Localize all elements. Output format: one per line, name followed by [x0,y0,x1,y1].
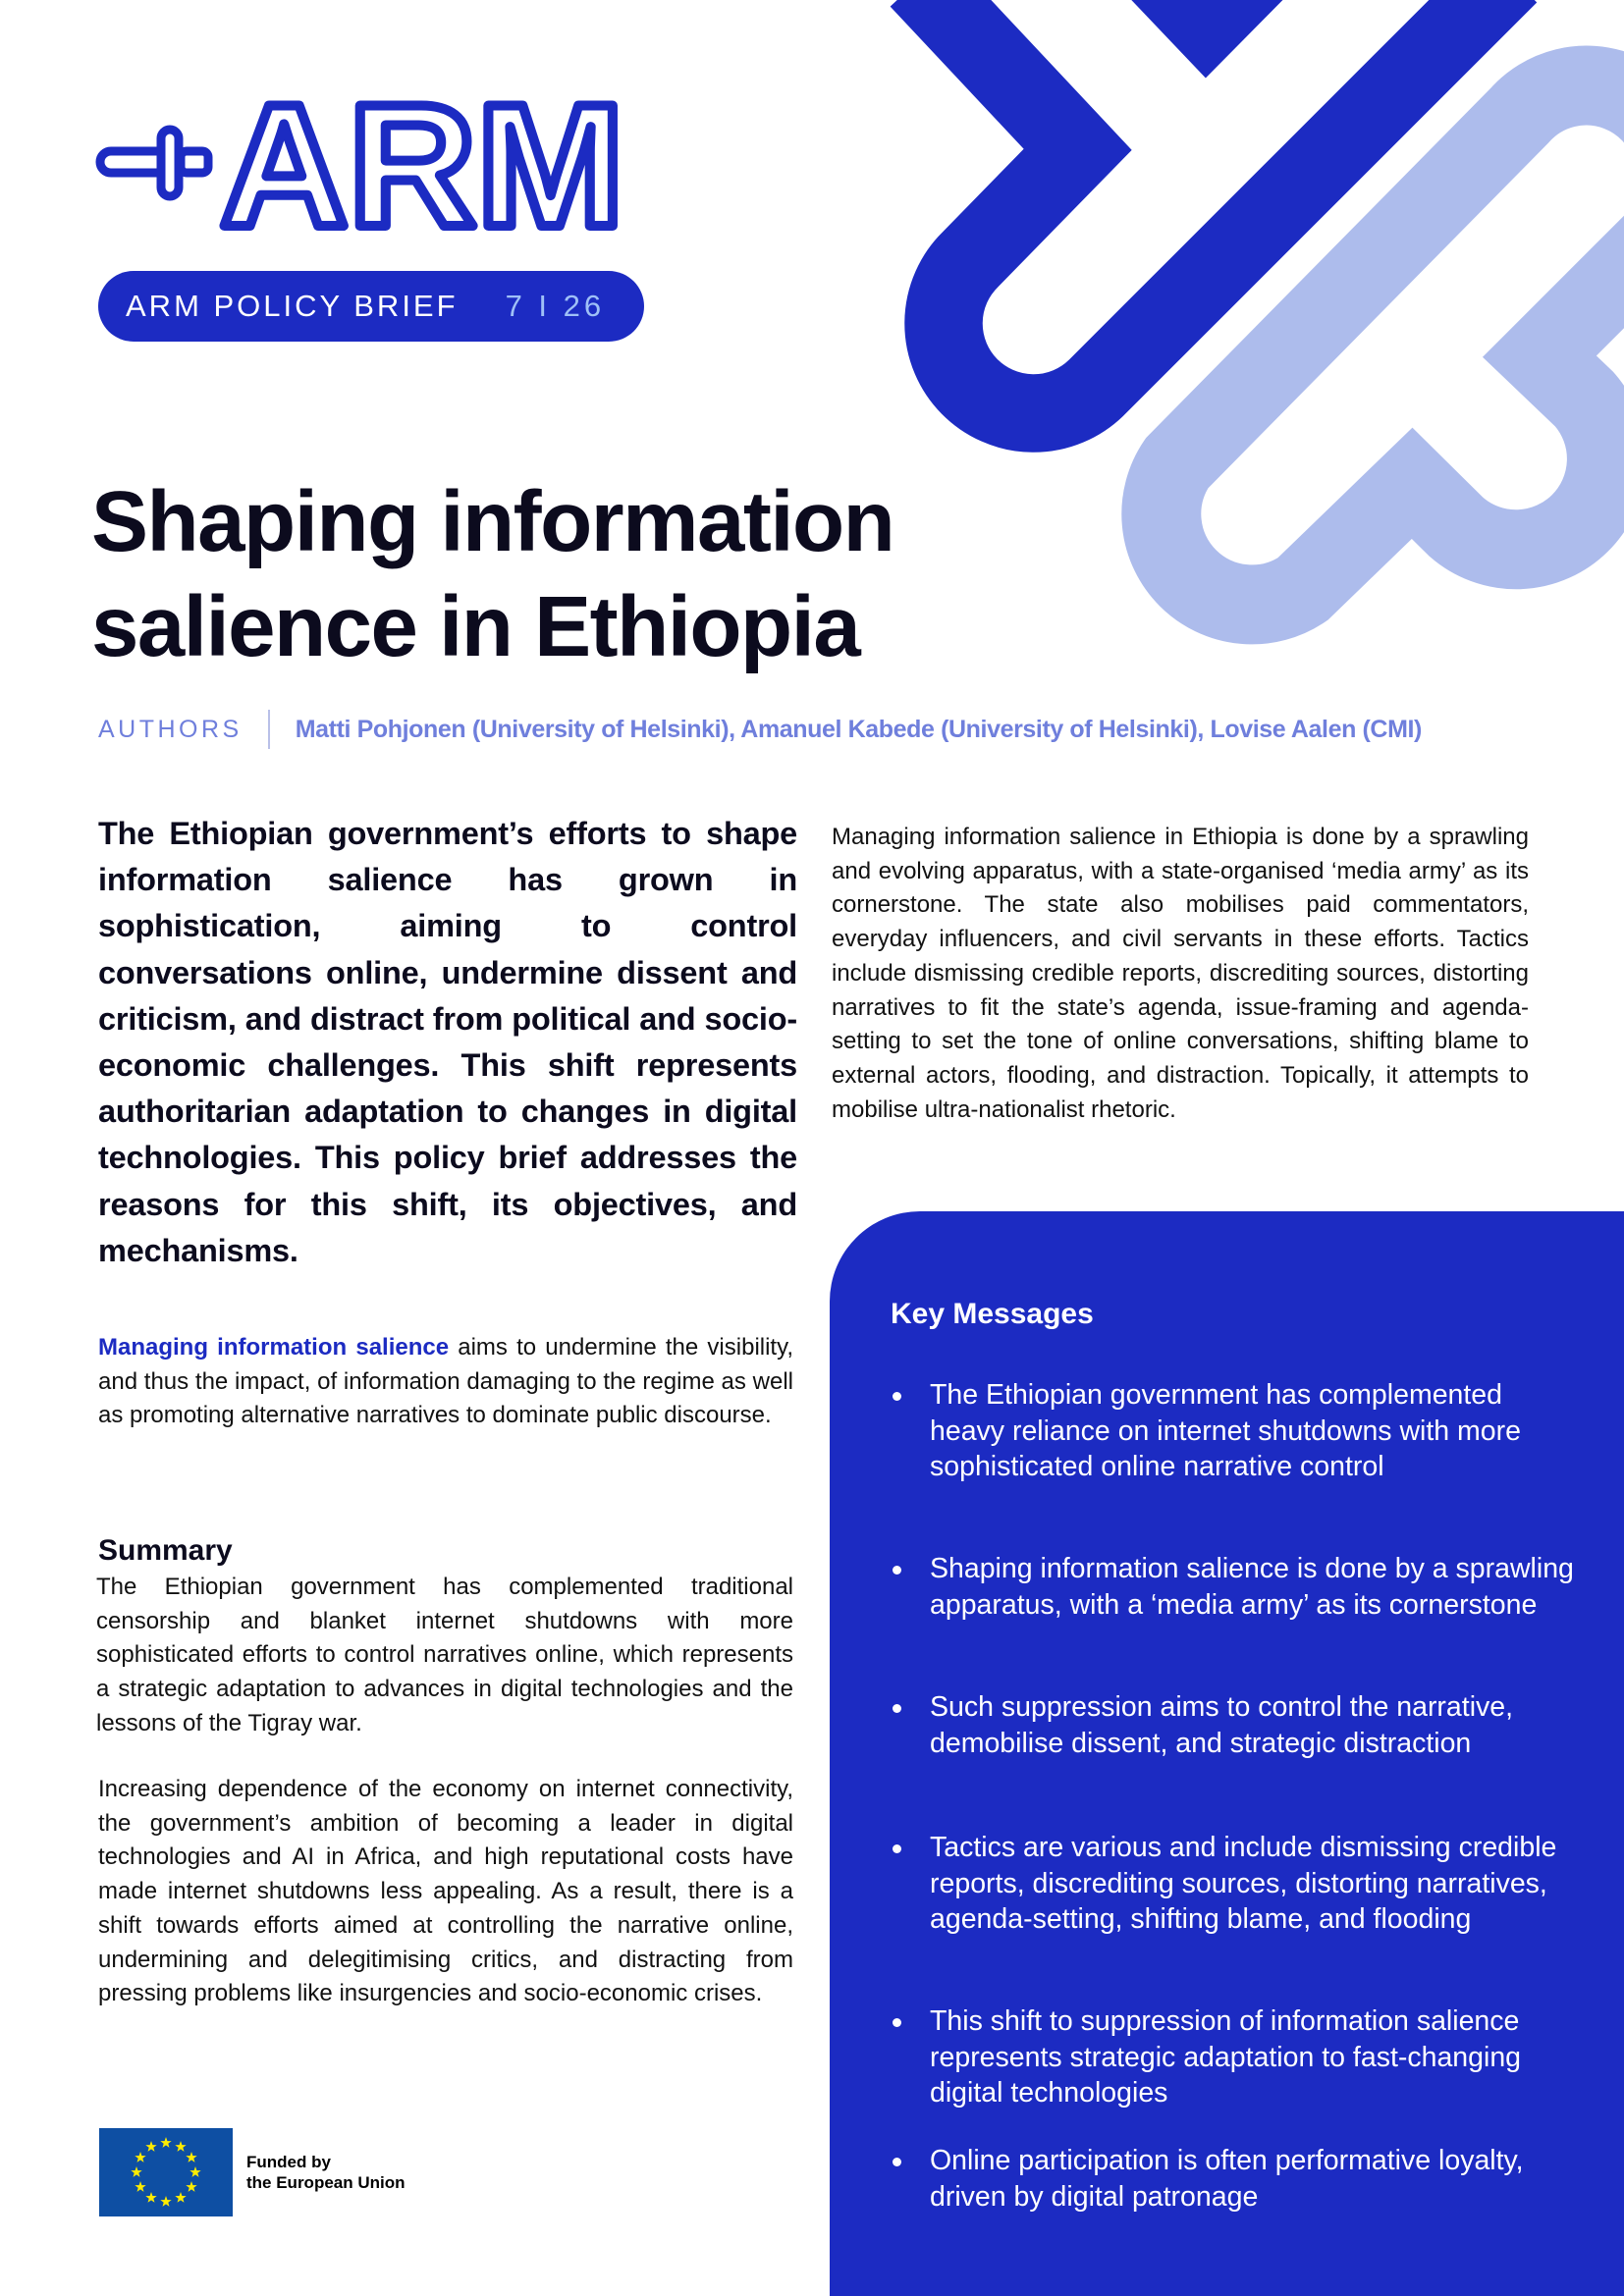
eu-star-icon [186,2181,196,2192]
badge-number: 7 I 26 [505,289,606,323]
definition-highlight: Managing information salience [98,1334,450,1361]
key-message-item [893,2003,1580,2111]
key-message-text: Online participation is often performative loyalty, driven by digital patronage [930,2145,1524,2213]
eu-star-icon [189,2166,200,2177]
eu-star-icon [145,2192,156,2203]
key-message-text: This shift to suppression of information salience represents strategic adaptation to fast-changing digital technologies [930,2005,1522,2109]
key-message-text: Tactics are various and include dismissing credible reports, discrediting sources, distorting narratives, agenda-setting, shifting blame, and flooding [930,1832,1557,1936]
funding-text [246,2152,406,2193]
eu-star-icon [135,2181,145,2192]
dark-triangle-shape [1126,0,1287,78]
funding-line-2: the European Union [246,2173,406,2192]
bullet-icon [893,1704,901,1713]
logo-text: ARM [220,94,624,237]
definition-paragraph [98,1331,793,1433]
key-message-item [893,1377,1580,1485]
bullet-icon [893,2018,901,2027]
intro-paragraph: Managing information salience in Ethiopia is done by a sprawling and evolving apparatus, with a state-organised ‘media army’ as its cornerstone. The state also mobilises paid commentators, everyday influencers, and civil servants in these efforts. Tactics include dismissing credible reports, discrediting sources, distorting narratives to fit the state’s agenda, issue-framing and agenda-setting to set the tone of online conversations, shifting blame to external actors, flooding, and distraction. Topically, it attempts to mobilise ultra-nationalist rhetoric. [832,824,1529,1123]
key-message-item [893,2143,1580,2215]
lead-paragraph: The Ethiopian government’s efforts to shape information salience has grown in sophistication, aiming to control conversations online, undermine dissent and criticism, and distract from political and socio-economic challenges. This shift represents authoritarian adaptation to changes in digital technologies. This policy brief addresses the reasons for this shift, its objectives, and mechanisms. [98,816,797,1268]
eu-star-icon [175,2192,186,2203]
eu-star-icon [135,2152,145,2163]
bullet-icon [893,1392,901,1401]
summary-paragraph-2: Increasing dependence of the economy on internet connectivity, the government’s ambition of becoming a leader in digital technologies and AI in Africa, and high reputational costs have made internet shutdowns less appealing. As a result, there is a shift towards efforts aimed at controlling the narrative online, undermining and delegitimising critics, and distracting from pressing problems like insurgencies and socio-economic crises. [98,1776,793,2007]
title-line-2: salience in Ethiopia [91,579,860,674]
title-line-1: Shaping information [91,474,894,569]
definition-text: aims to undermine the visibility, and thus the impact, of information damaging to the regime as well as promoting alternative narratives to dominate public discourse. [98,1334,793,1429]
summary-heading: Summary [98,1534,233,1567]
eu-star-icon [145,2141,156,2152]
arm-logo [94,94,644,237]
authors-line [98,710,1422,749]
key-message-text: Shaping information salience is done by a sprawling apparatus, with a ‘media army’ as its cornerstone [930,1553,1574,1621]
page-title [91,469,893,679]
eu-star-icon [131,2166,141,2177]
authors-label: AUTHORS [98,715,243,743]
key-message-item [893,1689,1580,1761]
bullet-icon [893,1566,901,1575]
plug-icon [100,130,208,196]
key-messages-panel [830,1211,1624,2296]
key-message-item [893,1830,1580,1938]
light-band-shape [1162,85,1624,605]
eu-star-icon [175,2141,186,2152]
authors-names: Matti Pohjonen (University of Helsinki), Amanuel Kabede (University of Helsinki), Lovise Aalen (CMI) [295,715,1422,743]
key-message-text: Such suppression aims to control the narrative, demobilise dissent, and strategic distraction [930,1691,1514,1759]
key-messages-heading: Key Messages [891,1298,1094,1330]
eu-star-icon [160,2196,171,2207]
key-message-text: The Ethiopian government has complemented heavy reliance on internet shutdowns with more sophisticated online narrative control [930,1379,1521,1483]
key-message-item [893,1551,1580,1623]
bullet-icon [893,2158,901,2166]
authors-divider [268,710,270,749]
policy-brief-badge [98,271,644,342]
eu-flag-icon [99,2128,233,2216]
eu-star-icon [160,2137,171,2148]
funding-line-1: Funded by [246,2153,331,2171]
bullet-icon [893,1844,901,1853]
summary-paragraph-1: The Ethiopian government has complemented traditional censorship and blanket internet shutdowns with more sophisticated efforts to control narratives online, which represents a strategic adaptation to advances in digital technologies and the lessons of the Tigray war. [96,1574,793,1736]
eu-star-icon [186,2152,196,2163]
eu-funding-logo [99,2128,406,2216]
badge-label: ARM POLICY BRIEF [126,289,459,323]
